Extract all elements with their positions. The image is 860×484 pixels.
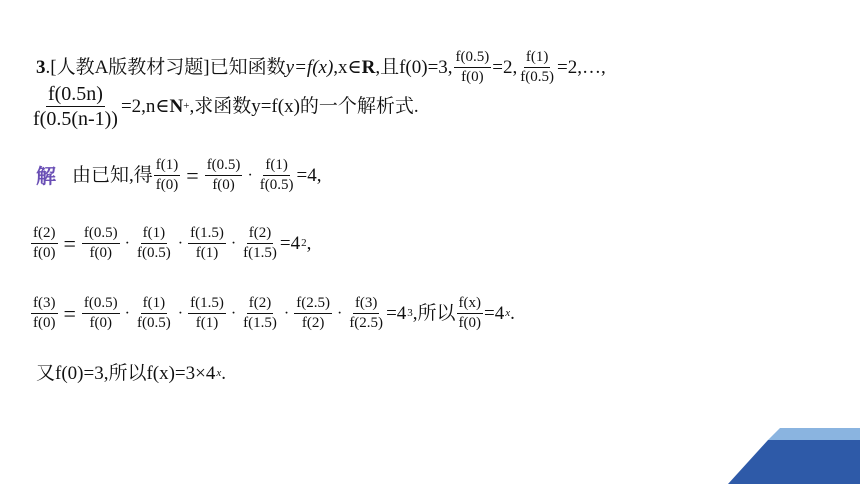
- fraction: [241, 226, 279, 261]
- fraction-numerator: f(0.5): [454, 50, 492, 68]
- fraction: [188, 296, 226, 331]
- multiply-dot: ·: [230, 304, 237, 322]
- multiply-dot: ·: [124, 304, 130, 322]
- solution-line-3: [30, 296, 515, 331]
- fraction-denominator: f(0.5(n-1)): [33, 108, 118, 130]
- problem-text-e: ,求函数y=f(x)的一个解析式.: [189, 96, 419, 117]
- line3-final-exponent: x: [505, 307, 511, 319]
- fraction-numerator: f(1): [154, 158, 181, 176]
- line1-result: =4,: [296, 165, 322, 186]
- fraction-denominator: f(1): [195, 245, 219, 261]
- equals-sign: =: [63, 230, 76, 256]
- set-N-subscript: +: [183, 100, 190, 112]
- multiply-dot: ·: [177, 234, 184, 252]
- fraction-given-2: [518, 50, 556, 85]
- fraction-numerator: f(0.5n): [47, 83, 103, 105]
- fraction-denominator: f(0): [212, 177, 235, 193]
- problem-line-1: [36, 50, 606, 85]
- fraction-numerator: f(3): [31, 296, 58, 314]
- fraction-numerator: f(0.5): [205, 158, 243, 176]
- fraction: [135, 226, 173, 261]
- fraction: [82, 296, 120, 331]
- line2-tail: ,: [306, 233, 312, 254]
- line3-final-result: =4: [484, 303, 505, 324]
- given-eq-1: =2,: [492, 57, 518, 78]
- given-eq-2: =2,…,: [557, 57, 606, 78]
- fraction-given-3: [31, 84, 120, 129]
- fraction-denominator: f(1): [195, 315, 219, 331]
- problem-text-d: =2,n∈: [120, 96, 170, 117]
- fraction-given-1: [454, 50, 492, 85]
- fraction-numerator: f(3): [353, 296, 380, 314]
- line3-tail: .: [510, 303, 515, 324]
- multiply-dot: ·: [230, 234, 237, 252]
- fraction-denominator: f(1.5): [243, 315, 277, 331]
- line4-exponent: x: [216, 367, 222, 379]
- problem-text-b: ,x∈: [333, 57, 362, 78]
- fraction-denominator: f(0): [461, 69, 484, 85]
- fraction-numerator: f(2.5): [294, 296, 332, 314]
- line3-result: =4: [386, 303, 407, 324]
- fraction-numerator: f(2): [247, 226, 274, 244]
- fraction: [82, 226, 120, 261]
- fraction-denominator: f(2): [301, 315, 325, 331]
- multiply-dot: ·: [177, 304, 184, 322]
- line3-exponent: 3: [407, 307, 413, 319]
- line3-mid: ,所以: [412, 303, 456, 324]
- solution-line-4: [36, 364, 226, 383]
- solution-line-1: [36, 158, 321, 193]
- fraction: [135, 296, 173, 331]
- fraction-denominator: f(2.5): [349, 315, 384, 331]
- corner-dark-wedge: [728, 440, 860, 484]
- solution-line-2: [30, 226, 311, 261]
- multiply-dot: ·: [283, 304, 290, 322]
- fraction-numerator: f(1): [141, 226, 168, 244]
- fraction: [294, 296, 332, 331]
- fraction: [258, 158, 296, 193]
- fraction-denominator: f(0): [33, 315, 56, 331]
- fraction-numerator: f(1.5): [188, 296, 226, 314]
- set-R: R: [361, 57, 376, 78]
- fraction: [205, 158, 243, 193]
- multiply-dot: ·: [124, 234, 130, 252]
- problem-text-a: 已知函数: [209, 57, 286, 78]
- corner-light-band: [768, 428, 860, 440]
- fraction-denominator: f(0.5): [259, 177, 294, 193]
- fraction-numerator: f(0.5): [82, 226, 120, 244]
- fraction: [31, 296, 58, 331]
- problem-function: y=f(x): [285, 57, 334, 78]
- solution-label: 解: [36, 163, 56, 188]
- multiply-dot: ·: [336, 304, 343, 322]
- line4-text: 又f(0)=3,所以f(x)=3×4: [36, 363, 216, 384]
- fraction: [31, 226, 58, 261]
- fraction-denominator: f(0.5): [137, 245, 171, 261]
- fraction-denominator: f(0): [458, 315, 482, 331]
- fraction-denominator: f(0.5): [137, 315, 171, 331]
- set-N: N: [169, 96, 184, 117]
- fraction-denominator: f(1.5): [243, 245, 277, 261]
- problem-text-c: ,且f(0)=3,: [375, 57, 453, 78]
- fraction: [241, 296, 279, 331]
- fraction-denominator: f(0): [89, 245, 113, 261]
- fraction: [188, 226, 226, 261]
- fraction-numerator: f(1): [524, 50, 551, 68]
- solution-intro: 由已知,得: [72, 165, 153, 186]
- problem-line-2: [30, 84, 419, 129]
- fraction-numerator: f(1): [263, 158, 290, 176]
- line2-result: =4: [279, 233, 301, 254]
- fraction-denominator: f(0): [89, 315, 113, 331]
- problem-number: 3: [36, 57, 46, 78]
- line4-tail: .: [221, 363, 226, 384]
- fraction: [154, 158, 181, 193]
- fraction-denominator: f(0.5): [520, 69, 555, 85]
- fraction-numerator: f(2): [247, 296, 274, 314]
- fraction-final: [457, 296, 484, 331]
- equals-sign: =: [186, 162, 199, 188]
- fraction-numerator: f(1): [141, 296, 168, 314]
- fraction-numerator: f(x): [457, 296, 484, 314]
- fraction-denominator: f(0): [155, 177, 179, 193]
- multiply-dot: ·: [247, 166, 253, 184]
- line2-exponent: 2: [301, 237, 307, 249]
- problem-source: .[人教A版教材习题]: [45, 57, 210, 78]
- fraction-numerator: f(2): [31, 226, 58, 244]
- fraction: [347, 296, 385, 331]
- fraction-numerator: f(1.5): [188, 226, 226, 244]
- equals-sign: =: [63, 300, 76, 326]
- fraction-denominator: f(0): [33, 245, 56, 261]
- fraction-numerator: f(0.5): [82, 296, 120, 314]
